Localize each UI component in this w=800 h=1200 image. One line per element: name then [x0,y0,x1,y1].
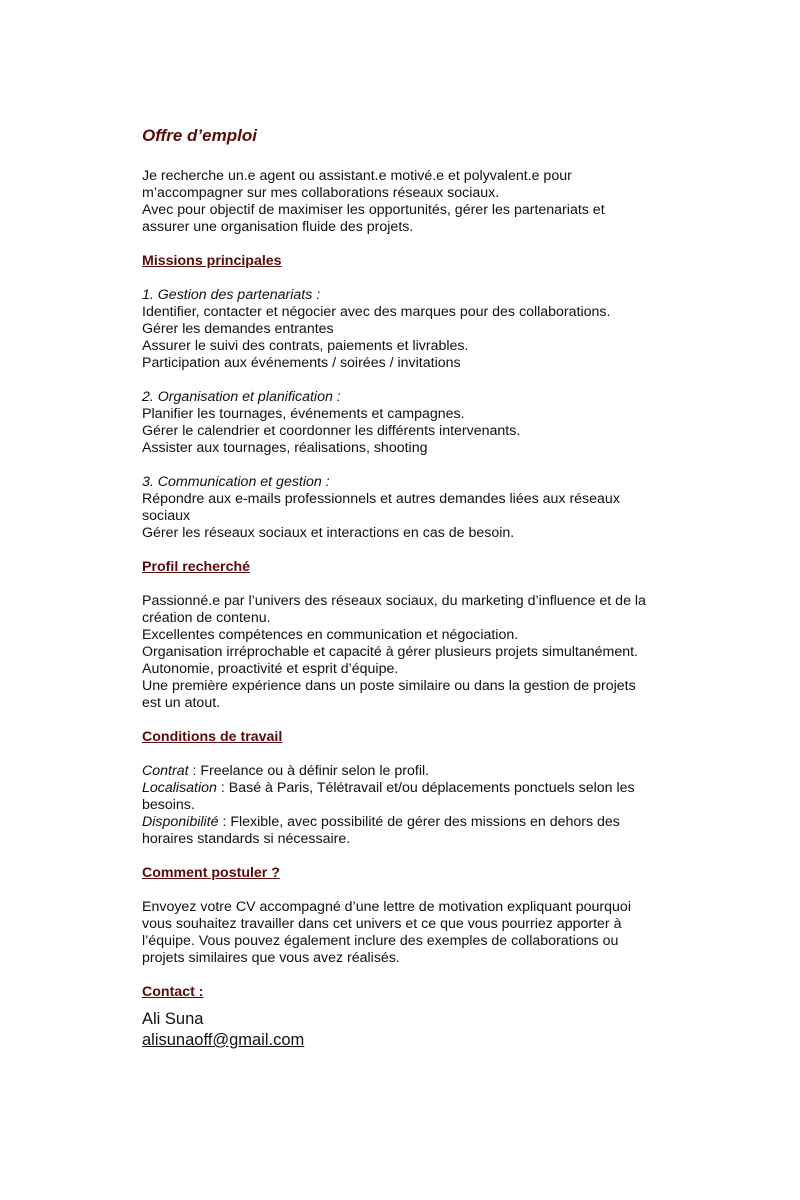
mission-section-title: 3. Communication et gestion : [142,474,330,490]
postuler-line: Envoyez votre CV accompagné d’une lettre de motivation expliquant pourquoi [142,899,631,915]
postuler-section [142,899,672,967]
condition-contrat [142,763,672,780]
profil-section [142,593,672,712]
condition-value-continued: horaires standards si nécessaire. [142,831,351,847]
mission-section-partenariats [142,287,672,372]
postuler-heading: Comment postuler ? [142,865,280,881]
page-title: Offre d’emploi [142,126,257,145]
mission-line: Répondre aux e-mails professionnels et autres demandes liées aux réseaux [142,491,620,507]
contact-name: Ali Suna [142,1010,204,1028]
intro-line: Je recherche un.e agent ou assistant.e motivé.e et polyvalent.e pour [142,168,572,184]
condition-value: : Freelance ou à définir selon le profil. [188,763,430,779]
postuler-line: l’équipe. Vous pouvez également inclure des exemples de collaborations ou [142,933,619,949]
profil-line: Excellentes compétences en communication et négociation. [142,627,519,643]
mission-section-organisation [142,389,672,457]
condition-value-continued: besoins. [142,797,195,813]
mission-line: Participation aux événements / soirées / invitations [142,355,461,371]
postuler-line: projets similaires que vous avez réalisés. [142,950,400,966]
contact-heading: Contact : [142,984,204,1000]
contact-email-link[interactable]: alisunaoff@gmail.com [142,1031,305,1049]
mission-section-title: 2. Organisation et planification : [142,389,341,405]
postuler-line: vous souhaitez travailler dans cet univers et ce que vous pourriez apporter à [142,916,622,932]
condition-disponibilite [142,814,672,831]
profil-line: Organisation irréprochable et capacité à gérer plusieurs projets simultanément. [142,644,639,660]
condition-localisation [142,780,672,797]
condition-label: Contrat [142,763,189,779]
mission-line: Planifier les tournages, événements et campagnes. [142,406,465,422]
mission-line: sociaux [142,508,191,524]
profil-line: est un atout. [142,695,221,711]
mission-line: Assurer le suivi des contrats, paiements et livrables. [142,338,469,354]
mission-line: Gérer les demandes entrantes [142,321,334,337]
mission-line: Gérer le calendrier et coordonner les différents intervenants. [142,423,521,439]
job-offer-document [142,126,672,1051]
mission-line: Identifier, contacter et négocier avec des marques pour des collaborations. [142,304,611,320]
profil-line: Une première expérience dans un poste similaire ou dans la gestion de projets [142,678,636,694]
profil-heading: Profil recherché [142,559,251,575]
mission-section-communication [142,474,672,542]
conditions-section [142,763,672,848]
profil-line: Autonomie, proactivité et esprit d’équipe. [142,661,399,677]
mission-section-title: 1. Gestion des partenariats : [142,287,321,303]
condition-value: : Basé à Paris, Télétravail et/ou déplacements ponctuels selon les [216,780,635,796]
profil-line: Passionné.e par l’univers des réseaux sociaux, du marketing d’influence et de la [142,593,646,609]
condition-label: Localisation [142,780,217,796]
conditions-heading: Conditions de travail [142,729,283,745]
intro-line: assurer une organisation fluide des projets. [142,219,414,235]
condition-value: : Flexible, avec possibilité de gérer des missions en dehors des [218,814,620,830]
mission-line: Assister aux tournages, réalisations, shooting [142,440,428,456]
mission-line: Gérer les réseaux sociaux et interactions en cas de besoin. [142,525,515,541]
intro-line: m’accompagner sur mes collaborations réseaux sociaux. [142,185,500,201]
profil-line: création de contenu. [142,610,271,626]
missions-heading: Missions principales [142,253,282,269]
intro-line: Avec pour objectif de maximiser les opportunités, gérer les partenariats et [142,202,605,218]
intro-paragraph [142,168,672,236]
condition-label: Disponibilité [142,814,219,830]
